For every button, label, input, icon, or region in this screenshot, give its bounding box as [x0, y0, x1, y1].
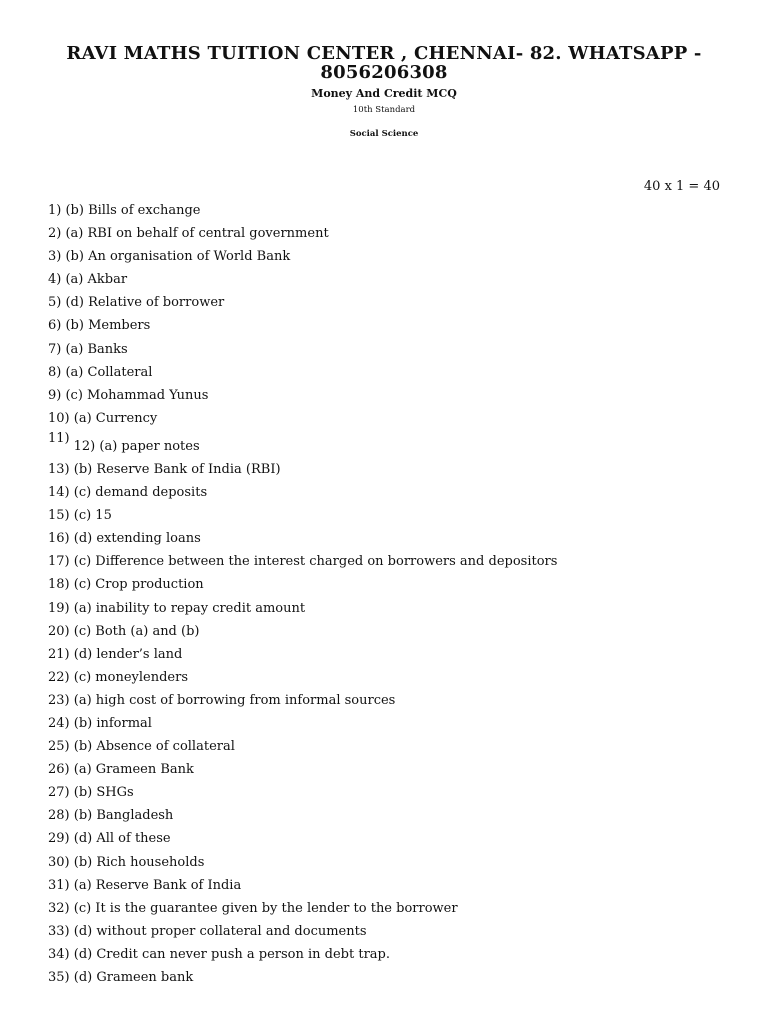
answer-item: 16) (d) extending loans — [48, 531, 201, 547]
answer-item-12: 12) (a) paper notes — [73, 438, 200, 454]
answer-item: 18) (c) Crop production — [48, 577, 204, 593]
subject-name: Social Science — [349, 129, 419, 139]
answer-item: 17) (c) Difference between the interest charged on borrowers and depositors — [48, 554, 558, 570]
answer-item: 27) (b) SHGs — [48, 785, 134, 801]
answer-item: 7) (a) Banks — [48, 341, 128, 357]
answer-item: 5) (d) Relative of borrower — [48, 295, 225, 311]
answer-item: 24) (b) informal — [48, 715, 152, 731]
answer-item: 1) (b) Bills of exchange — [48, 203, 201, 218]
answer-item: 34) (d) Credit can never push a person in debt trap. — [48, 946, 391, 962]
answer-item: 14) (c) demand deposits — [48, 485, 208, 501]
answer-item: 26) (a) Grameen Bank — [48, 762, 194, 778]
marks-total: 40 x 1 = 40 — [643, 179, 720, 194]
answer-item: 32) (c) It is the guarantee given by the lender to the borrower — [48, 900, 458, 916]
answer-item-11: 11) — [48, 430, 70, 446]
answer-item: 29) (d) All of these — [48, 831, 171, 847]
answer-item: 6) (b) Members — [48, 318, 151, 334]
answer-item: 2) (a) RBI on behalf of central government — [48, 226, 329, 242]
answer-list — [48, 203, 738, 993]
document-subtitle: Money And Credit MCQ — [311, 87, 457, 100]
answer-item: 30) (b) Rich households — [48, 854, 205, 870]
answer-item: 4) (a) Akbar — [48, 272, 128, 288]
answer-item: 10) (a) Currency — [48, 410, 158, 426]
answer-item: 31) (a) Reserve Bank of India — [48, 877, 242, 893]
answer-item: 25) (b) Absence of collateral — [48, 739, 235, 755]
answer-item: 35) (d) Grameen bank — [48, 970, 194, 985]
answer-item: 8) (a) Collateral — [48, 364, 153, 380]
answer-item: 9) (c) Mohammad Yunus — [48, 387, 209, 403]
answer-item: 3) (b) An organisation of World Bank — [48, 249, 291, 265]
answer-item: 33) (d) without proper collateral and documents — [48, 923, 367, 939]
answer-item: 20) (c) Both (a) and (b) — [48, 623, 200, 639]
page-title: RAVI MATHS TUITION CENTER , CHENNAI- 82. WHATSAPP - 8056206308 — [66, 43, 702, 83]
answer-item: 22) (c) moneylenders — [48, 669, 188, 685]
answer-item: 13) (b) Reserve Bank of India (RBI) — [48, 461, 281, 477]
answer-item: 15) (c) 15 — [48, 508, 112, 524]
answer-item-combined — [48, 430, 738, 462]
answer-item: 21) (d) lender’s land — [48, 646, 183, 662]
answer-item: 28) (b) Bangladesh — [48, 808, 174, 824]
answer-item: 23) (a) high cost of borrowing from informal sources — [48, 692, 396, 708]
class-standard: 10th Standard — [352, 105, 416, 115]
answer-item: 19) (a) inability to repay credit amount — [48, 600, 306, 616]
